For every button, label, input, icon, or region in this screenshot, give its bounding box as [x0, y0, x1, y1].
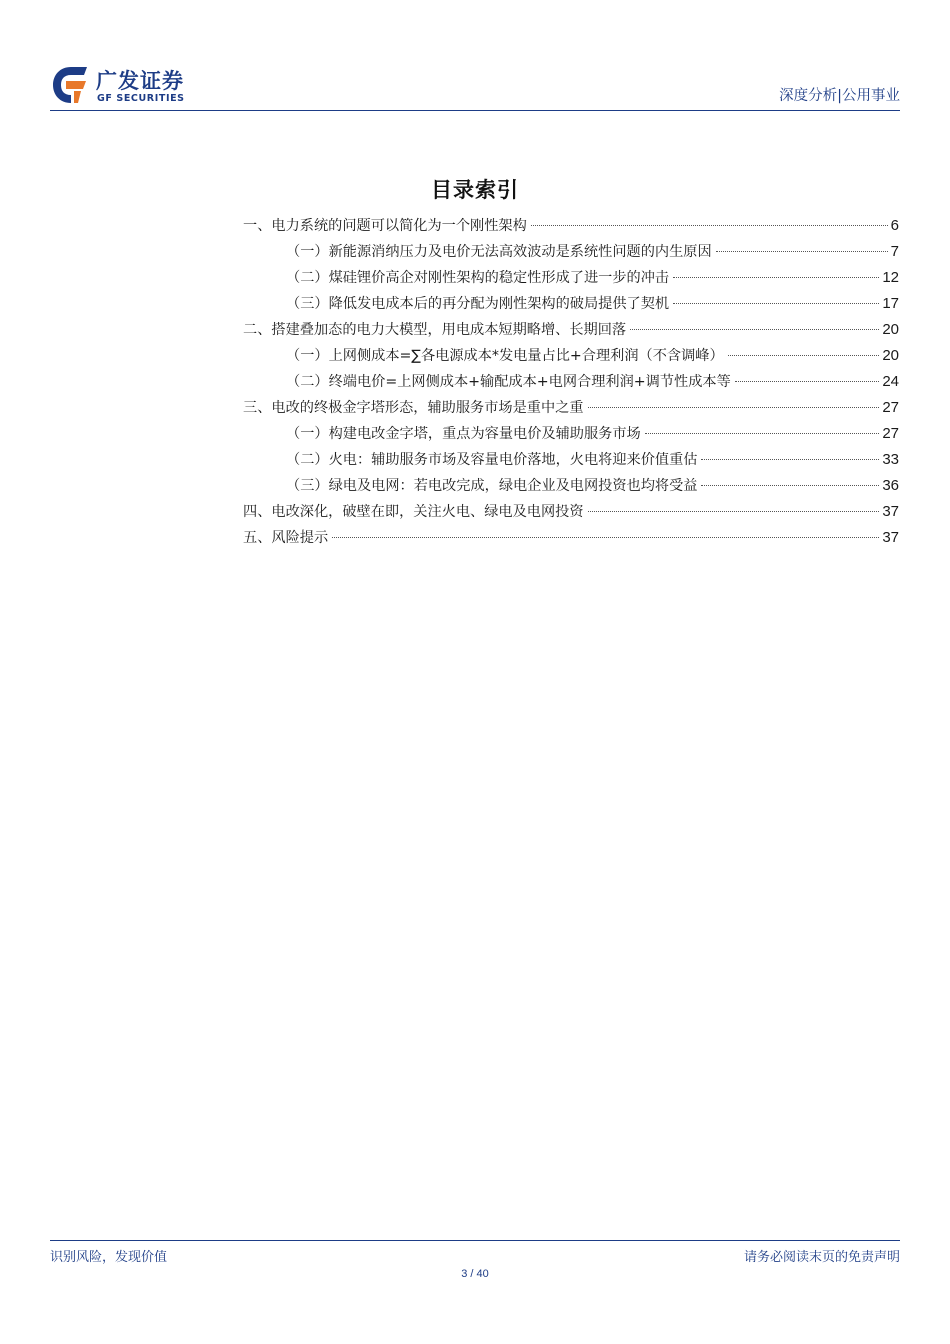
toc-entry-label: 二、搭建叠加态的电力大模型，用电成本短期略增、长期回落: [243, 322, 627, 338]
toc-entry[interactable]: [243, 345, 899, 371]
toc-entry[interactable]: [243, 449, 899, 475]
toc-entry-page: 20: [882, 347, 899, 364]
toc-entry-label: （一）上网侧成本=∑各电源成本*发电量占比+合理利润（不含调峰）: [286, 348, 724, 364]
toc-entry-label: （三）降低发电成本后的再分配为刚性架构的破局提供了契机: [286, 296, 670, 312]
logo-english-name: GF SECURITIES: [97, 93, 185, 104]
toc-entry-page: 20: [882, 321, 899, 338]
toc-entry-page: 37: [882, 529, 899, 546]
toc-entry[interactable]: [243, 371, 899, 397]
toc-entry-label: 三、电改的终极金字塔形态，辅助服务市场是重中之重: [243, 400, 584, 416]
toc-leader-dots: [735, 381, 880, 382]
toc-entry-page: 27: [882, 399, 899, 416]
toc-leader-dots: [673, 303, 879, 304]
table-of-contents: [243, 215, 899, 553]
toc-entry-page: 17: [882, 295, 899, 312]
toc-entry[interactable]: [243, 215, 899, 241]
toc-entry[interactable]: [243, 475, 899, 501]
footer-slogan: 识别风险，发现价值: [50, 1250, 168, 1265]
toc-leader-dots: [332, 537, 879, 538]
report-section-label: 深度分析|公用事业: [779, 88, 900, 104]
page-header: [50, 62, 900, 112]
toc-leader-dots: [588, 407, 880, 408]
toc-entry-label: 一、电力系统的问题可以简化为一个刚性架构: [243, 218, 527, 234]
toc-entry[interactable]: [243, 423, 899, 449]
toc-entry-label: （三）绿电及电网：若电改完成，绿电企业及电网投资也均将受益: [286, 478, 698, 494]
toc-leader-dots: [630, 329, 879, 330]
toc-leader-dots: [716, 251, 888, 252]
toc-entry[interactable]: [243, 501, 899, 527]
footer-disclaimer-note: 请务必阅读末页的免责声明: [743, 1250, 900, 1265]
toc-leader-dots: [728, 355, 880, 356]
gf-logo-icon: [50, 64, 92, 106]
gf-securities-logo: [50, 62, 210, 108]
toc-entry[interactable]: [243, 397, 899, 423]
toc-entry-label: （一）新能源消纳压力及电价无法高效波动是系统性问题的内生原因: [286, 244, 712, 260]
toc-entry-label: 四、电改深化，破壁在即，关注火电、绿电及电网投资: [243, 504, 584, 520]
toc-entry[interactable]: [243, 293, 899, 319]
toc-entry-label: （一）构建电改金字塔，重点为容量电价及辅助服务市场: [286, 426, 641, 442]
header-divider: [50, 110, 900, 111]
logo-chinese-name: 广发证券: [96, 69, 184, 93]
toc-entry-page: 24: [882, 373, 899, 390]
toc-leader-dots: [701, 459, 879, 460]
toc-entry-label: （二）火电：辅助服务市场及容量电价落地，火电将迎来价值重估: [286, 452, 698, 468]
toc-leader-dots: [531, 225, 888, 226]
toc-leader-dots: [588, 511, 880, 512]
footer-divider: [50, 1240, 900, 1241]
toc-entry[interactable]: [243, 319, 899, 345]
toc-entry-page: 36: [882, 477, 899, 494]
toc-entry-label: （二）终端电价=上网侧成本+输配成本+电网合理利润+调节性成本等: [286, 374, 731, 390]
toc-entry-page: 27: [882, 425, 899, 442]
toc-leader-dots: [645, 433, 880, 434]
toc-leader-dots: [673, 277, 879, 278]
toc-leader-dots: [701, 485, 879, 486]
toc-entry[interactable]: [243, 527, 899, 553]
page-number: 3 / 40: [461, 1268, 489, 1280]
toc-title: 目录索引: [431, 178, 519, 202]
toc-entry-page: 33: [882, 451, 899, 468]
toc-entry-page: 6: [890, 217, 899, 234]
toc-entry-page: 12: [882, 269, 899, 286]
toc-entry-label: 五、风险提示: [243, 530, 329, 546]
toc-entry-label: （二）煤硅锂价高企对刚性架构的稳定性形成了进一步的冲击: [286, 270, 670, 286]
toc-entry-page: 7: [890, 243, 899, 260]
toc-entry-page: 37: [882, 503, 899, 520]
toc-entry[interactable]: [243, 267, 899, 293]
toc-entry[interactable]: [243, 241, 899, 267]
